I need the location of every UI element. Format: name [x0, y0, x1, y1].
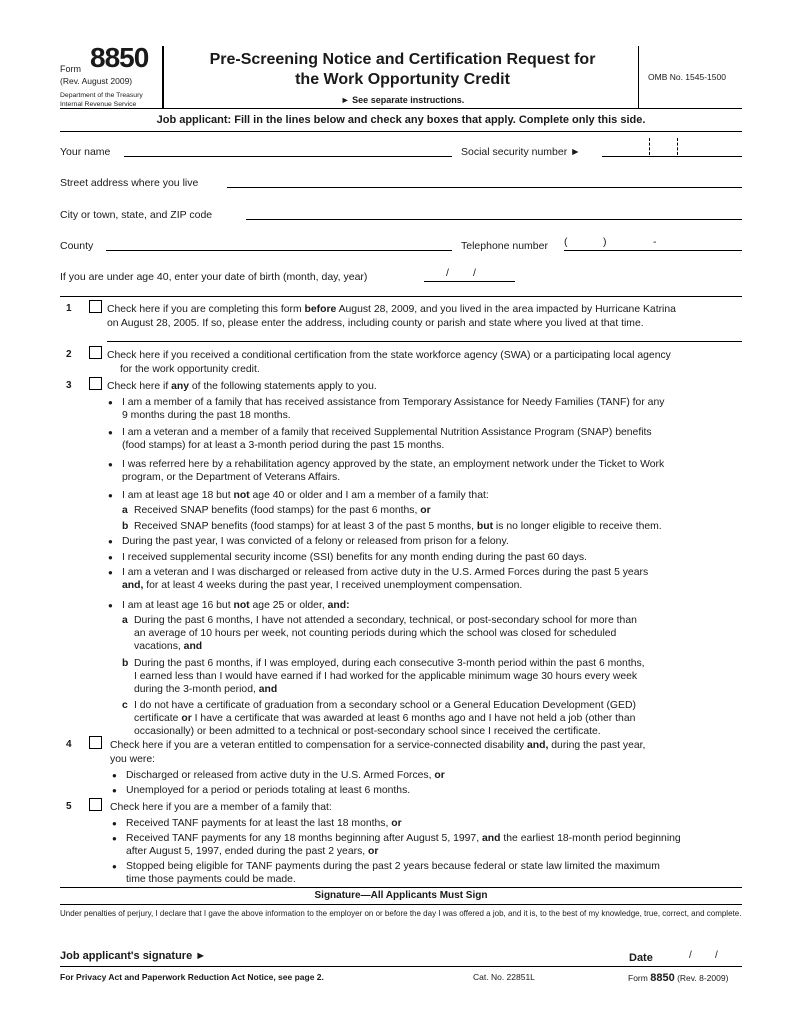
rehab-line2: program, or the Department of Veterans Affairs.: [122, 472, 341, 483]
irs-name: Internal Revenue Service: [60, 101, 137, 108]
age16-sub-c-line2b: I have a certificate that was awarded at least 6 months ago and I have not held a job (other than: [191, 713, 636, 724]
item-5-stopped-line2: time those payments could be made.: [126, 874, 296, 885]
footer-form-identifier: [628, 972, 728, 984]
item-3-any: any: [171, 381, 190, 392]
item-3-bullet-rehab: [122, 458, 664, 484]
age16-and: and:: [327, 600, 350, 611]
age16-sub-a-and: and: [183, 641, 203, 652]
header-rule: [60, 108, 742, 109]
ssn-field[interactable]: [602, 156, 742, 157]
header-divider-right: [638, 46, 639, 108]
item-3-bullet-felony: ● During the past year, I was convicted of a felony or released from prison for a felony.: [122, 535, 509, 548]
veteran-unemp-and: and,: [122, 580, 144, 591]
street-field[interactable]: [227, 187, 742, 188]
item-2-text-line1: Check here if you received a conditional certification from the state workforce agency (SWA) or a participating local agency: [107, 350, 671, 361]
privacy-notice: For Privacy Act and Paperwork Reduction Act Notice, see page 2.: [60, 972, 324, 982]
item-1-checkbox[interactable]: [89, 300, 102, 313]
item-4-discharged-text: Discharged or released from active duty in the U.S. Armed Forces,: [126, 770, 435, 781]
date-label: Date: [629, 952, 653, 964]
veteran-unemp-line2: for at least 4 weeks during the past year, I received unemployment compensation.: [143, 580, 523, 591]
item-5-18months-text: Received TANF payments for at least the last 18 months,: [126, 818, 392, 829]
dob-slash-2: /: [473, 267, 476, 279]
snap-veteran-line1: ● I am a veteran and a member of a family that received Supplemental Nutrition Assistance Program (SNAP) benefits: [122, 427, 652, 438]
item-5-1997-b: the earliest 18-month period beginning: [500, 833, 681, 844]
age18-sub-b-letter: b: [122, 521, 129, 532]
rehab-line1: ● I was referred here by a rehabilitation agency approved by the state, an employment network under the Ticket to Work: [122, 459, 665, 470]
item-1-number: 1: [66, 303, 72, 314]
signature-rule-mid: [60, 904, 742, 905]
age16-sub-a-line1: During the past 6 months, I have not attended a secondary, technical, or post-secondary school for more than: [134, 615, 637, 626]
item-1-text-a: Check here if you are completing this form: [107, 304, 305, 315]
age16-sub-b-line1: During the past 6 months, if I was employed, during each consecutive 3-month period within the past 6 months,: [134, 658, 645, 669]
item-4-bullet-discharged: [126, 769, 445, 782]
area-code-close: ): [603, 236, 607, 248]
item-5-1997-a: Received TANF payments for any 18 months beginning after August 5, 1997,: [126, 833, 482, 844]
revision-date: (Rev. August 2009): [60, 76, 133, 86]
date-slash-2: /: [715, 950, 718, 961]
item-5-stopped-line1: ● Stopped being eligible for TANF payments during the past 2 years because federal or state law limited the maximum: [126, 861, 660, 872]
county-field[interactable]: [106, 250, 452, 251]
age16-sub-c: [122, 699, 636, 738]
header-divider-left: [162, 46, 164, 108]
item-4-text-line2: you were:: [110, 754, 156, 765]
item-4-text-line1: [110, 739, 645, 752]
age16-sub-c-or: or: [181, 713, 192, 724]
form-title-line1: Pre-Screening Notice and Certification Request for: [209, 51, 596, 68]
item-5-bullet-stopped: [126, 860, 660, 886]
department: [60, 91, 170, 109]
item-5-1997-c: after August 5, 1997, ended during the past 2 years,: [126, 846, 369, 857]
item-1-text-c: August 28, 2009, and you lived in the area impacted by Hurricane Katrina: [336, 304, 676, 315]
telephone-label: Telephone number: [461, 240, 548, 252]
see-instructions: ► See separate instructions.: [340, 95, 465, 105]
date-slash-1: /: [689, 950, 692, 961]
age16-sub-a-line2: an average of 10 hours per week, not counting periods during which the school was closed for scheduled: [134, 628, 617, 639]
item-4-text-a: Check here if you are a veteran entitled to compensation for a service-connected disability: [110, 740, 528, 751]
snap-veteran-line2: (food stamps) for at least a 3-month period during the past 15 months.: [122, 440, 445, 451]
item-3-text-c: of the following statements apply to you.: [189, 381, 377, 392]
age18-sub-b-text-b: is no longer eligible to receive them.: [493, 521, 662, 532]
street-label: Street address where you live: [60, 177, 199, 189]
item-1-text-line1: [107, 303, 676, 316]
dob-field[interactable]: [424, 281, 515, 282]
signature-rule-top: [60, 887, 742, 888]
age18-c: age 40 or older and I am a member of a family that:: [249, 490, 489, 501]
item-5-1997-or: or: [368, 846, 379, 857]
veteran-unemp-line1: ● I am a veteran and I was discharged or released from active duty in the U.S. Armed Forces during the past 5 years: [122, 567, 649, 578]
telephone-dash: -: [653, 236, 657, 248]
item-5-18months-or: or: [391, 818, 402, 829]
dob-slash-1: /: [446, 267, 449, 279]
age16-a: I am at least age 16 but: [122, 600, 234, 611]
dob-label: If you are under age 40, enter your date of birth (month, day, year): [60, 271, 368, 283]
omb-number: OMB No. 1545-1500: [648, 72, 726, 82]
item-4-bullet-unemployed: ● Unemployed for a period or periods totaling at least 6 months.: [126, 784, 410, 797]
form-title-line2: the Work Opportunity Credit: [295, 71, 510, 88]
your-name-label: Your name: [60, 146, 111, 158]
age16-sub-a: [122, 614, 637, 653]
area-code-open: (: [564, 236, 568, 248]
item-3-bullet-snap-veteran: [122, 426, 652, 452]
age16-sub-c-letter: c: [122, 700, 128, 711]
age16-b: age 25 or older,: [249, 600, 328, 611]
ssn-separator-2: [677, 138, 678, 155]
item-3-bullet-ssi: ● I received supplemental security income (SSI) benefits for any month ending during the past 60 days.: [122, 551, 587, 564]
item-3-number: 3: [66, 380, 72, 391]
city-label: City or town, state, and ZIP code: [60, 209, 213, 221]
item-3-bullet-age16: [122, 599, 350, 612]
city-field[interactable]: [246, 219, 742, 220]
age18-sub-b: [122, 520, 662, 533]
item-4-number: 4: [66, 739, 72, 750]
item-3-text: [107, 380, 377, 393]
signature-field[interactable]: [220, 963, 620, 964]
age18-sub-b-text-a: Received SNAP benefits (food stamps) for at least 3 of the past 5 months,: [134, 521, 477, 532]
item-1-before: before: [304, 304, 337, 315]
signature-label: Job applicant's signature ►: [60, 950, 207, 962]
item-2-checkbox[interactable]: [89, 346, 102, 359]
department-name: Department of the Treasury: [60, 92, 143, 99]
item-4-and: and,: [527, 740, 549, 751]
item-3-bullet-tanf: [122, 396, 664, 422]
perjury-statement: Under penalties of perjury, I declare that I gave the above information to the employer on or before the day I was offered a job, and it is, to the best of my knowledge, true, correct, and complete.: [60, 909, 742, 918]
age16-not: not: [233, 600, 250, 611]
instructions-rule: [60, 131, 742, 132]
item-1-text-line2: on August 28, 2005. If so, please enter the address, including county or parish and state where you lived at that time.: [107, 318, 644, 329]
fields-rule: [60, 296, 742, 297]
footer-revision: (Rev. 8-2009): [677, 973, 729, 983]
age16-sub-c-line3: occasionally) or been admitted to a technical or post-secondary school since I received the certificate.: [134, 726, 601, 737]
item-5-1997-and: and: [482, 833, 501, 844]
katrina-address-field[interactable]: [107, 341, 742, 342]
catalog-number: Cat. No. 22851L: [473, 972, 535, 982]
item-3-checkbox[interactable]: [89, 377, 102, 390]
tanf-line2: 9 months during the past 18 months.: [122, 410, 291, 421]
age18-a: I am at least age 18 but: [122, 490, 234, 501]
item-5-bullet-18months: [126, 817, 402, 830]
age16-sub-c-line2a: certificate: [134, 713, 182, 724]
age16-sub-a-letter: a: [122, 615, 128, 626]
age16-sub-b-line3: during the 3-month period,: [134, 684, 259, 695]
your-name-field[interactable]: [124, 156, 452, 157]
telephone-field[interactable]: [564, 250, 742, 251]
form-title: [170, 50, 635, 90]
age18-not: not: [233, 490, 250, 501]
ssn-label: Social security number ►: [461, 146, 581, 158]
county-label: County: [60, 240, 94, 252]
age16-sub-b-and: and: [258, 684, 278, 695]
item-2-number: 2: [66, 349, 72, 360]
item-4-text-b: during the past year,: [548, 740, 646, 751]
item-5-checkbox[interactable]: [89, 798, 102, 811]
item-3-bullet-veteran-unemployment: [122, 566, 648, 592]
footer-rule: [60, 966, 742, 967]
age18-sub-a: [122, 504, 431, 517]
item-3-bullet-age18: [122, 489, 489, 502]
tanf-line1: ● I am a member of a family that has received assistance from Temporary Assistance for Needy Families (TANF) for any: [122, 397, 665, 408]
signature-heading: Signature—All Applicants Must Sign: [314, 890, 488, 901]
item-3-text-a: Check here if: [107, 381, 172, 392]
age16-sub-c-line1: I do not have a certificate of graduation from a secondary school or a General Education Development (GED): [134, 700, 636, 711]
ssn-separator-1: [649, 138, 650, 155]
age16-sub-b: [122, 657, 645, 696]
form-word: Form: [60, 64, 81, 74]
age18-sub-b-but: but: [476, 521, 494, 532]
age16-sub-b-line2: I earned less than I would have earned if I had worked for the applicable minimum wage 30 hours every week: [134, 671, 638, 682]
footer-form-word: Form: [628, 973, 648, 983]
item-4-discharged-or: or: [434, 770, 445, 781]
item-5-text: Check here if you are a member of a family that:: [110, 802, 332, 813]
age18-sub-a-or: or: [420, 505, 431, 516]
form-number: 8850: [90, 42, 149, 73]
age18-sub-a-text: Received SNAP benefits (food stamps) for the past 6 months,: [134, 505, 421, 516]
item-2-text-line2: for the work opportunity credit.: [120, 364, 260, 375]
footer-form-number: 8850: [650, 972, 675, 984]
age16-sub-a-line3: vacations,: [134, 641, 184, 652]
age18-sub-a-letter: a: [122, 505, 128, 516]
item-4-checkbox[interactable]: [89, 736, 102, 749]
item-5-bullet-since-1997: [126, 832, 681, 858]
item-5-number: 5: [66, 801, 72, 812]
applicant-instructions: Job applicant: Fill in the lines below and check any boxes that apply. Complete only this side.: [156, 114, 646, 126]
age16-sub-b-letter: b: [122, 658, 129, 669]
